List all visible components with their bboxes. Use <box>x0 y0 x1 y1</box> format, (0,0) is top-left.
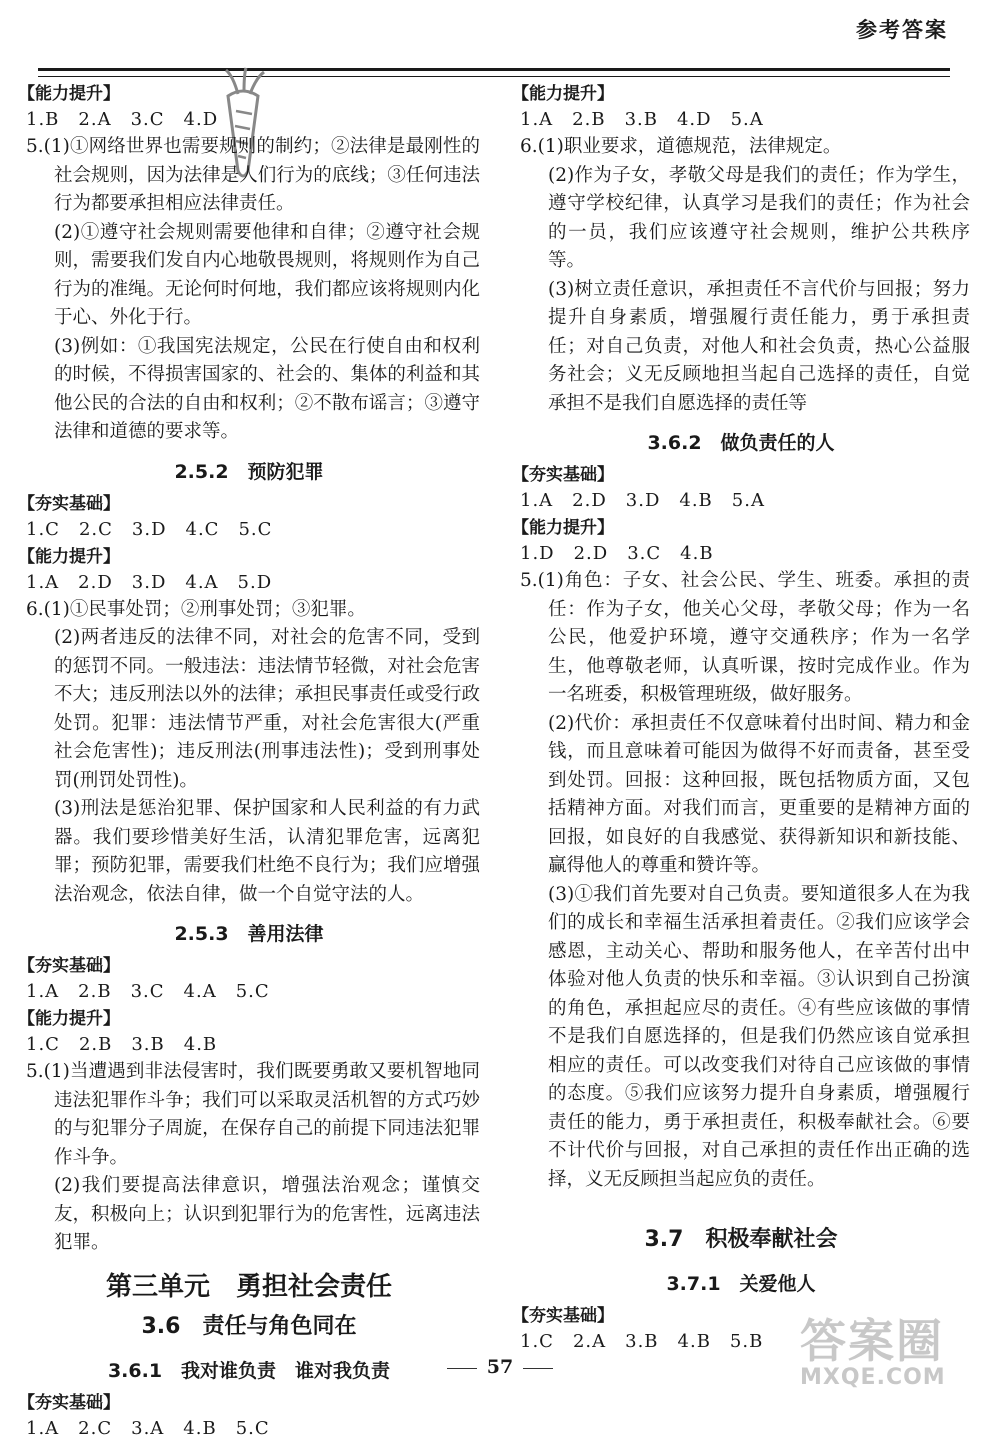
answer-paragraph: (2)两者违反的法律不同，对社会的危害不同，受到的惩罚不同。一般违法：违法情节轻微，对社会危害不大；违反刑法以外的法律；承担民事责任或受行政处罚。犯罪：违法情节严重，对社会危害很大(严重社会危害性)；违反刑法(刑事违法性)；受到刑事处罚(刑罚处罚性)。 <box>54 627 480 791</box>
answer-line: 1.A 2.C 3.A 4.B 5.C <box>26 1417 270 1439</box>
section-heading: 3.6.1 我对谁负责 谁对我负责 <box>107 1359 391 1382</box>
answer-paragraph: 5.(1)①网络世界也需要规则的制约；②法律是最刚性的社会规则，因为法律是人们行为的底线；③任何违法行为都要承担相应法律责任。 <box>26 136 480 214</box>
answer-line: 1.C 2.A 3.B 4.B 5.B <box>520 1331 764 1352</box>
header-title: 参考答案 <box>856 18 948 42</box>
footer-dash <box>447 1368 477 1369</box>
answer-line: 1.C 2.C 3.D 4.C 5.C <box>26 518 273 540</box>
answer-line: 1.A 2.D 3.D 4.A 5.D <box>26 571 273 593</box>
section-heading: 3.6.2 做负责任的人 <box>647 432 835 454</box>
section-heading: 3.7.1 关爱他人 <box>666 1273 816 1295</box>
section-tag: 【能力提升】 <box>18 546 120 567</box>
unit-heading: 第三单元 勇担社会责任 <box>105 1271 392 1302</box>
answer-paragraph: (2)我们要提高法律意识，增强法治观念；谨慎交友，积极向上；认识到犯罪行为的危害性，远离违法犯罪。 <box>54 1175 480 1253</box>
section-tag: 【夯实基础】 <box>512 1306 614 1326</box>
answer-line: 1.D 2.D 3.C 4.B <box>520 543 714 564</box>
section-tag: 【夯实基础】 <box>512 465 614 485</box>
answer-paragraph: (3)刑法是惩治犯罪、保护国家和人民利益的有力武器。我们要珍惜美好生活，认清犯罪危害，远离犯罪；预防犯罪，需要我们杜绝不良行为；我们应增强法治观念，依法自律，做一个自觉守法的人。 <box>54 798 480 905</box>
chapter-heading: 3.6 责任与角色同在 <box>141 1313 357 1339</box>
chapter-heading: 3.7 积极奉献社会 <box>644 1227 838 1252</box>
answer-paragraph: 5.(1)当遭遇到非法侵害时，我们既要勇敢又要机智地同违法犯罪作斗争；我们可以采取灵活机智的方式巧妙的与犯罪分子周旋，在保存自己的前提下同违法犯罪作斗争。 <box>26 1061 480 1168</box>
watermark-url: MXQE.COM <box>800 1365 946 1390</box>
section-heading: 2.5.3 善用法律 <box>174 923 324 945</box>
section-tag: 【夯实基础】 <box>18 493 120 514</box>
answer-paragraph: 6.(1)职业要求，道德规范，法律规定。 <box>520 136 842 157</box>
section-tag: 【能力提升】 <box>18 1009 120 1029</box>
left-column <box>18 80 480 1442</box>
section-heading: 2.5.2 预防犯罪 <box>174 460 324 483</box>
section-tag: 【能力提升】 <box>18 84 120 104</box>
answer-paragraph: (3)例如：①我国宪法规定，公民在行使自由和权利的时候，不得损害国家的、社会的、集体的利益和其他公民的合法的自由和权利；②不散布谣言；③遵守法律和道德的要求等。 <box>54 335 480 442</box>
right-column <box>512 80 970 1355</box>
answer-paragraph: (2)作为子女，孝敬父母是我们的责任；作为学生，遵守学校纪律，认真学习是我们的责任；作为社会的一员，我们应该遵守社会规则，维护公共秩序等。 <box>548 164 970 271</box>
answer-paragraph: 6.(1)①民事处罚；②刑事处罚；③犯罪。 <box>26 598 366 620</box>
section-tag: 【能力提升】 <box>512 84 614 104</box>
footer-dash <box>523 1368 553 1369</box>
answer-line: 1.B 2.A 3.C 4.D <box>26 109 219 130</box>
header-rule <box>38 68 950 77</box>
page-number-text: 57 <box>486 1356 514 1378</box>
answer-paragraph: (2)①遵守社会规则需要他律和自律；②遵守社会规则，需要我们发自内心地敬畏规则，将规则作为自己行为的准绳。无论何时何地，我们都应该将规则内化于心、外化于行。 <box>54 221 480 328</box>
answer-paragraph: (2)代价：承担责任不仅意味着付出时间、精力和金钱，而且意味着可能因为做得不好而责备，甚至受到处罚。回报：这种回报，既包括物质方面，又包括精神方面。对我们而言，更重要的是精神方面的回报，如良好的自我感觉、获得新知识和新技能、赢得他人的尊重和赞许等。 <box>548 712 970 876</box>
answer-line: 1.C 2.B 3.B 4.B <box>26 1034 218 1055</box>
answer-line: 1.A 2.B 3.B 4.D 5.A <box>520 109 764 130</box>
answer-paragraph: (3)①我们首先要对自己负责。要知道很多人在为我们的成长和幸福生活承担着责任。②我们应该学会感恩，主动关心、帮助和服务他人，在辛苦付出中体验对他人负责的快乐和幸福。③认识到自己扮演的角色，承担起应尽的责任。④有些应该做的事情不是我们自愿选择的，但是我们仍然应该自觉承担相应的责任。可以改变我们对待自己应该做的事情的态度。⑤我们应该努力提升自身素质，增强履行责任的能力，勇于承担责任，积极奉献社会。⑥要不计代价与回报，对自己承担的责任作出正确的选择，义无反顾担当起应负的责任。 <box>548 883 970 1190</box>
answer-paragraph: (3)树立责任意识，承担责任不言代价与回报；努力提升自身素质，增强履行责任能力，勇于承担责任；对自己负责，对他人和社会负责，热心公益服务社会；义无反顾地担当起自己选择的责任，自觉承担不是我们自愿选择的责任等 <box>548 278 970 414</box>
answer-line: 1.A 2.B 3.C 4.A 5.C <box>26 981 270 1002</box>
section-tag: 【能力提升】 <box>512 518 614 538</box>
watermark-logo <box>800 1305 990 1393</box>
watermark-text: 答案圈 <box>800 1314 944 1368</box>
section-tag: 【夯实基础】 <box>18 956 120 976</box>
answer-paragraph: 5.(1)角色：子女、社会公民、学生、班委。承担的责任：作为子女，他关心父母，孝敬父母；作为一名公民，他爱护环境，遵守交通秩序；作为一名学生，他尊敬老师，认真听课，按时完成作业。作为一名班委，积极管理班级，做好服务。 <box>520 570 970 705</box>
section-tag: 【夯实基础】 <box>18 1392 120 1413</box>
answer-line: 1.A 2.D 3.D 4.B 5.A <box>520 490 765 511</box>
